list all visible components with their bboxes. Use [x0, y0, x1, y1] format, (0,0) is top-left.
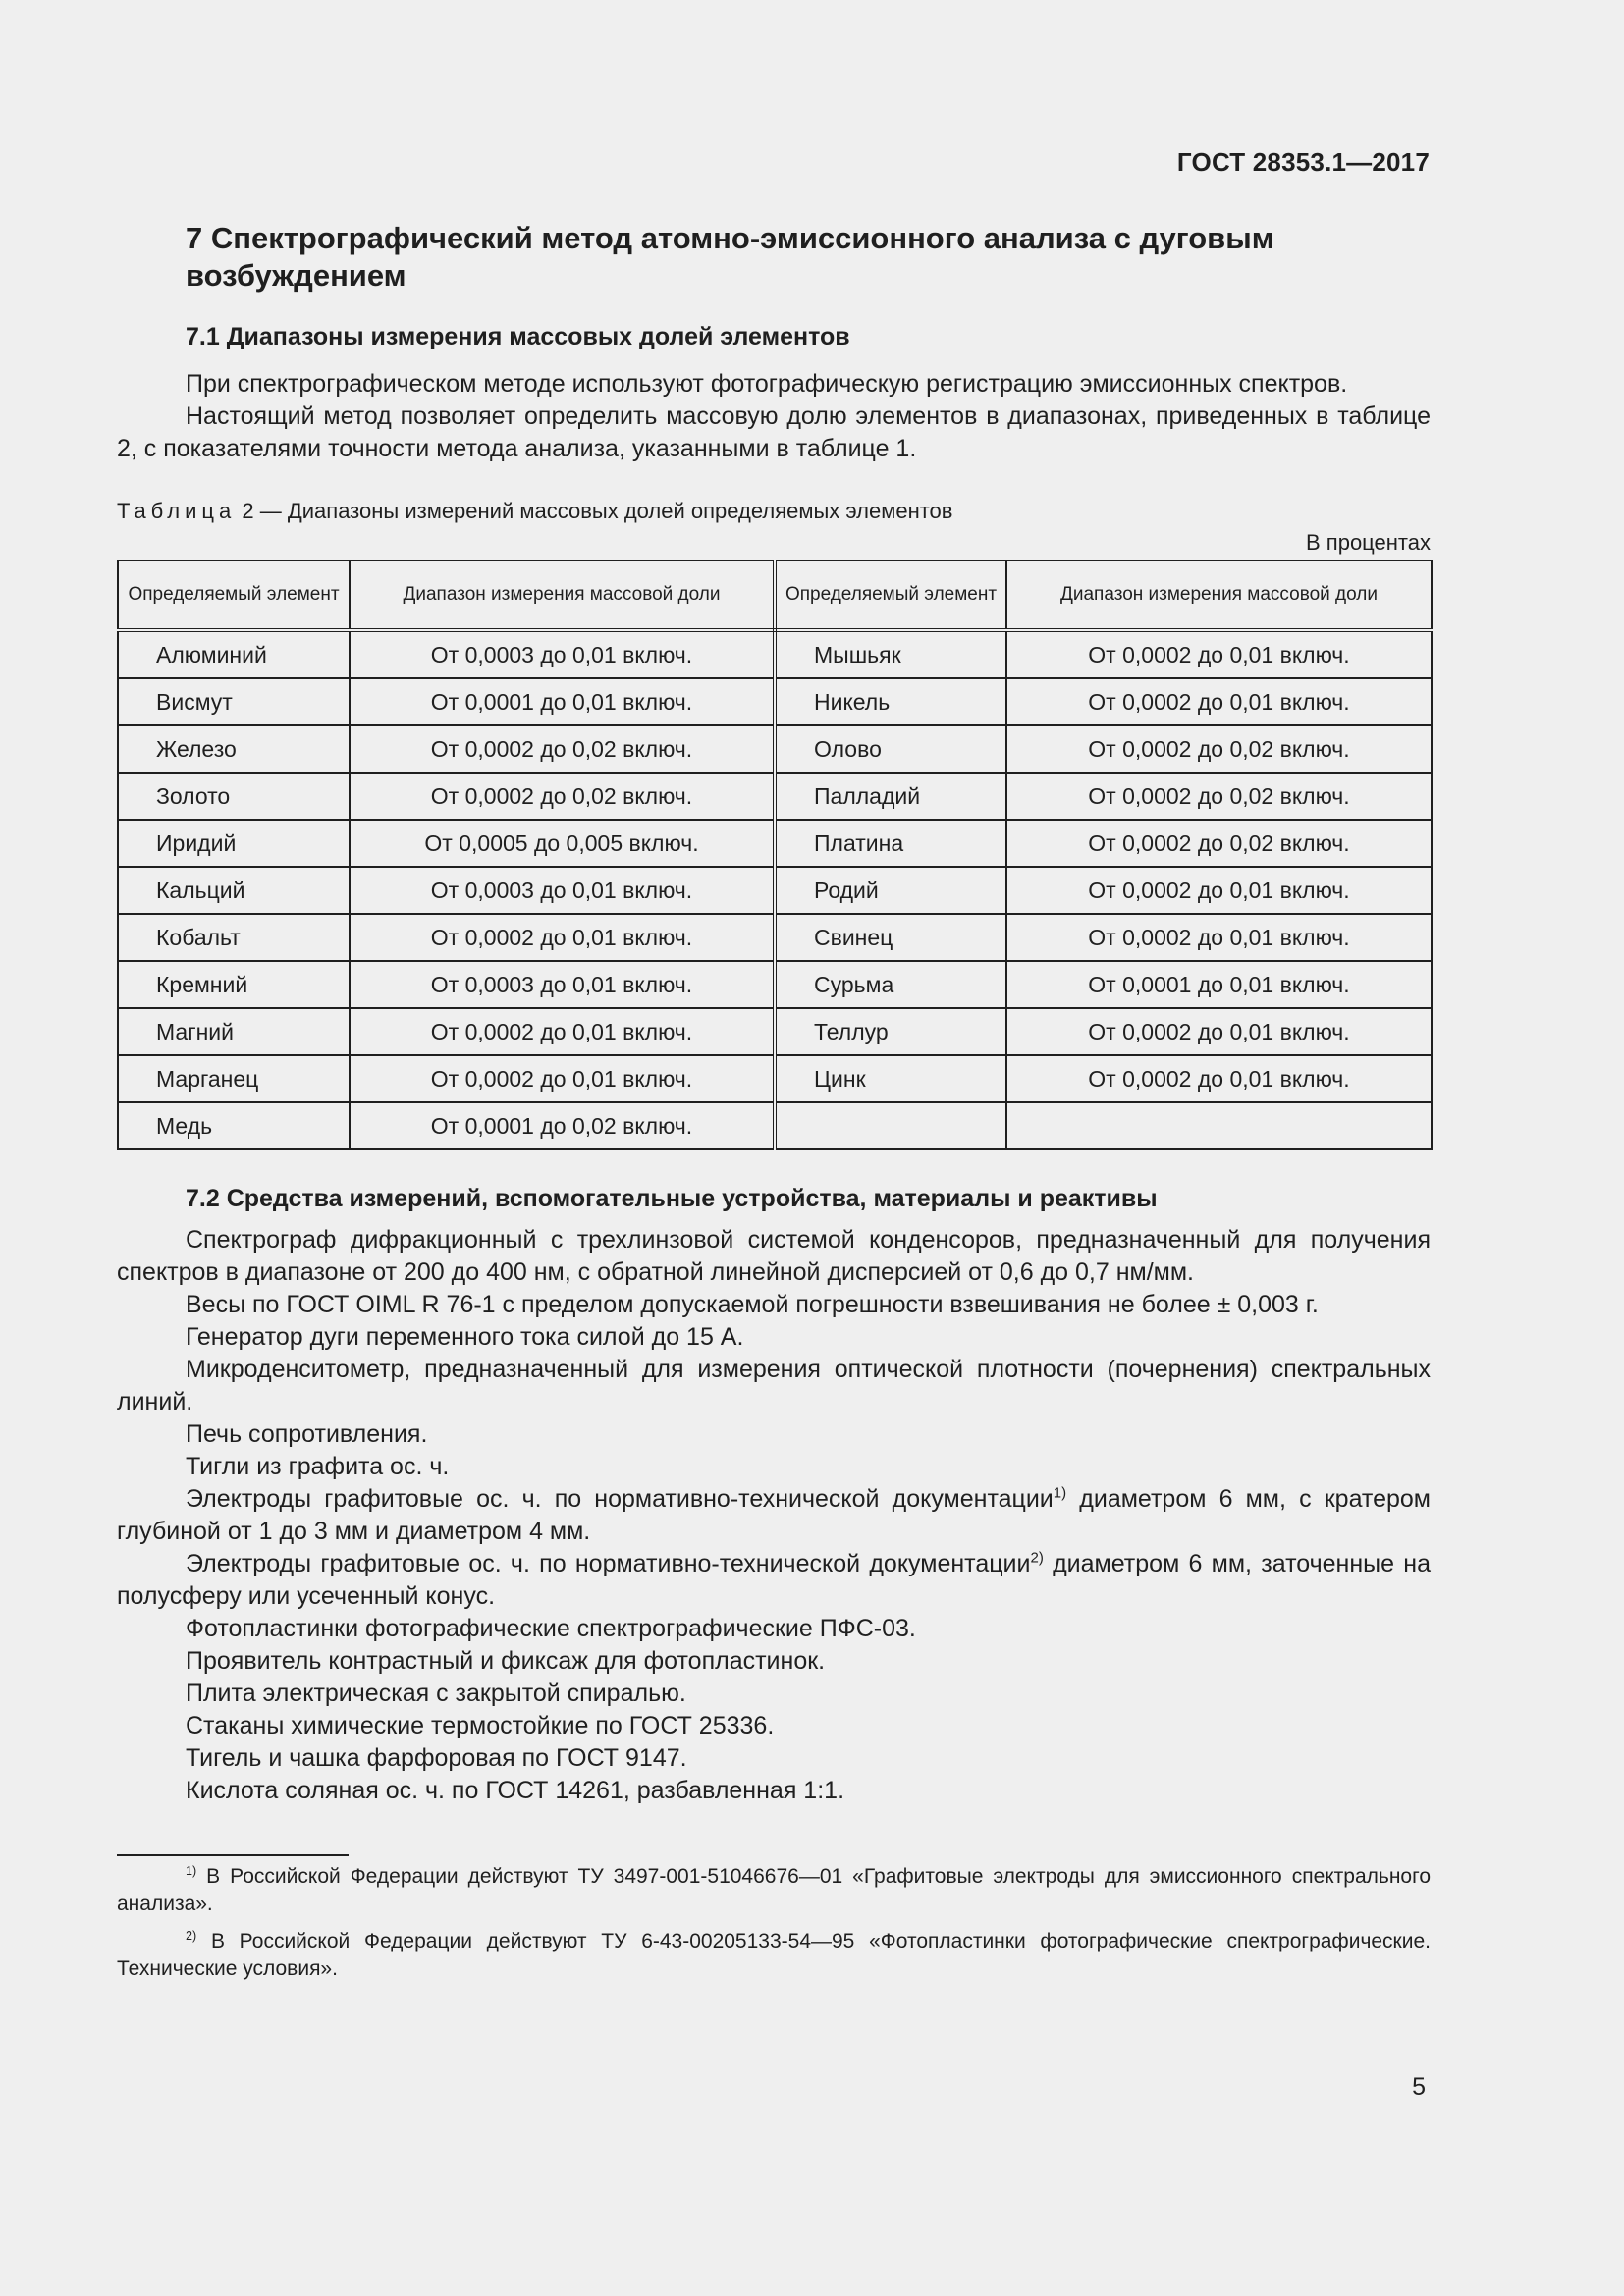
element-cell: Железо [118, 725, 350, 773]
range-cell: От 0,0002 до 0,01 включ. [1006, 1055, 1432, 1102]
range-cell: От 0,0002 до 0,01 включ. [350, 1055, 775, 1102]
subsection-7-1-title: 7.1 Диапазоны измерения массовых долей элементов [186, 323, 850, 350]
element-cell: Магний [118, 1008, 350, 1055]
table-row [118, 678, 1432, 725]
equipment-item [117, 1354, 1431, 1418]
header-range-right: Диапазон измерения массовой доли [1006, 561, 1432, 630]
equipment-item-text: Фотопластинки фотографические спектрографические ПФС-03. [186, 1615, 916, 1642]
element-cell: Иридий [118, 820, 350, 867]
table-row [118, 1055, 1432, 1102]
header-range-left: Диапазон измерения массовой доли [350, 561, 775, 630]
range-cell: От 0,0002 до 0,02 включ. [1006, 820, 1432, 867]
header-element-left: Определяемый элемент [118, 561, 350, 630]
equipment-item [117, 1742, 1431, 1775]
equipment-item [117, 1548, 1431, 1613]
element-cell: Медь [118, 1102, 350, 1149]
range-cell: От 0,0002 до 0,01 включ. [350, 914, 775, 961]
element-cell: Цинк [775, 1055, 1006, 1102]
element-cell: Мышьяк [775, 630, 1006, 678]
footnote-text: В Российской Федерации действуют ТУ 6-43-00205133-54—95 «Фотопластинки фотографические спектрографические. Технические условия». [117, 1930, 1431, 1980]
table-units: В процентах [1306, 530, 1431, 555]
table-row [118, 961, 1432, 1008]
range-cell: От 0,0001 до 0,01 включ. [1006, 961, 1432, 1008]
equipment-item-text: Печь сопротивления. [186, 1420, 428, 1448]
equipment-item-text: Стаканы химические термостойкие по ГОСТ 25336. [186, 1712, 775, 1739]
range-cell: От 0,0001 до 0,01 включ. [350, 678, 775, 725]
element-cell: Сурьма [775, 961, 1006, 1008]
element-ranges-table [117, 560, 1433, 1150]
element-cell: Платина [775, 820, 1006, 867]
footnote-divider [117, 1854, 349, 1856]
equipment-item [117, 1321, 1431, 1354]
subsection-7-2-title: 7.2 Средства измерений, вспомогательные устройства, материалы и реактивы [186, 1185, 1158, 1212]
equipment-item [117, 1645, 1431, 1678]
range-cell: От 0,0003 до 0,01 включ. [350, 961, 775, 1008]
footnote-mark: 2) [186, 1929, 197, 1943]
equipment-item [117, 1289, 1431, 1321]
equipment-item [117, 1710, 1431, 1742]
page-number: 5 [1412, 2073, 1426, 2101]
equipment-item [117, 1678, 1431, 1710]
equipment-item-text: Тигель и чашка фарфоровая по ГОСТ 9147. [186, 1744, 687, 1772]
footnote-reference: 2) [1030, 1549, 1044, 1567]
table-row [118, 914, 1432, 961]
footnote-reference: 1) [1053, 1484, 1067, 1502]
page-content [117, 220, 1431, 1983]
equipment-item-text: Проявитель контрастный и фиксаж для фотопластинок. [186, 1647, 826, 1675]
table-caption-label: Таблица [117, 499, 237, 523]
element-cell: Марганец [118, 1055, 350, 1102]
range-cell: От 0,0002 до 0,01 включ. [1006, 630, 1432, 678]
range-cell: От 0,0002 до 0,01 включ. [1006, 678, 1432, 725]
paragraph-registration: При спектрографическом методе используют фотографическую регистрацию эмиссионных спектров. [186, 370, 1348, 398]
table-header-row [118, 561, 1432, 630]
table-row [118, 1102, 1432, 1149]
element-cell: Палладий [775, 773, 1006, 820]
equipment-item-text: Спектрограф дифракционный с трехлинзовой системой конденсоров, предназначенный для получения спектров в диапазоне от 200 до 400 нм, с обратной линейной дисперсией от 0,6 до 0,7 нм/мм. [117, 1226, 1431, 1286]
range-cell: От 0,0002 до 0,02 включ. [1006, 725, 1432, 773]
table-body [118, 630, 1432, 1149]
range-cell: От 0,0002 до 0,02 включ. [350, 725, 775, 773]
element-cell: Кальций [118, 867, 350, 914]
range-cell: От 0,0001 до 0,02 включ. [350, 1102, 775, 1149]
header-element-right: Определяемый элемент [775, 561, 1006, 630]
equipment-item-text: Электроды графитовые ос. ч. по нормативно-технической документации [186, 1485, 1054, 1513]
table-caption [117, 498, 1431, 525]
range-cell: От 0,0002 до 0,02 включ. [350, 773, 775, 820]
equipment-item-text: Плита электрическая с закрытой спиралью. [186, 1680, 686, 1707]
equipment-item-text: Кислота соляная ос. ч. по ГОСТ 14261, разбавленная 1:1. [186, 1777, 845, 1804]
table-caption-text: 2 — Диапазоны измерений массовых долей определяемых элементов [242, 499, 953, 523]
footnote [117, 1928, 1431, 1983]
equipment-item [117, 1613, 1431, 1645]
footnote-mark: 1) [186, 1864, 197, 1878]
equipment-item-tail: диаметром 6 мм, заточенные на полусферу или усеченный конус. [117, 1550, 1431, 1610]
table-row [118, 1008, 1432, 1055]
equipment-item-text: Микроденситометр, предназначенный для измерения оптической плотности (почернения) спектральных линий. [117, 1356, 1431, 1415]
table-row [118, 773, 1432, 820]
table-row [118, 630, 1432, 678]
footnotes [117, 1863, 1431, 1983]
element-cell: Никель [775, 678, 1006, 725]
range-cell: От 0,0002 до 0,01 включ. [1006, 1008, 1432, 1055]
element-cell: Золото [118, 773, 350, 820]
paragraph-method-scope: Настоящий метод позволяет определить массовую долю элементов в диапазонах, приведенных в таблице 2, с показателями точности метода анализа, указанными в таблице 1. [117, 402, 1431, 462]
equipment-item [117, 1775, 1431, 1807]
element-cell: Алюминий [118, 630, 350, 678]
equipment-item-text: Тигли из графита ос. ч. [186, 1453, 450, 1480]
equipment-item-tail: диаметром 6 мм, с кратером глубиной от 1 до 3 мм и диаметром 4 мм. [117, 1485, 1431, 1545]
table-row [118, 820, 1432, 867]
range-cell: От 0,0002 до 0,01 включ. [1006, 914, 1432, 961]
table-row [118, 725, 1432, 773]
element-cell: Свинец [775, 914, 1006, 961]
equipment-item [117, 1483, 1431, 1548]
element-cell: Висмут [118, 678, 350, 725]
footnote-text: В Российской Федерации действуют ТУ 3497-001-51046676—01 «Графитовые электроды для эмиссионного спектрального анализа». [117, 1865, 1431, 1915]
range-cell: От 0,0002 до 0,01 включ. [1006, 867, 1432, 914]
equipment-item-text: Весы по ГОСТ OIML R 76-1 с пределом допускаемой погрешности взвешивания не более ± 0,003 г. [186, 1291, 1319, 1318]
range-cell: От 0,0005 до 0,005 включ. [350, 820, 775, 867]
equipment-item-text: Электроды графитовые ос. ч. по нормативно-технической документации [186, 1550, 1031, 1577]
equipment-item-text: Генератор дуги переменного тока силой до 15 А. [186, 1323, 744, 1351]
range-cell: От 0,0003 до 0,01 включ. [350, 630, 775, 678]
element-cell: Родий [775, 867, 1006, 914]
range-cell: От 0,0003 до 0,01 включ. [350, 867, 775, 914]
element-cell [775, 1102, 1006, 1149]
equipment-item [117, 1224, 1431, 1289]
range-cell: От 0,0002 до 0,01 включ. [350, 1008, 775, 1055]
equipment-item [117, 1451, 1431, 1483]
range-cell: От 0,0002 до 0,02 включ. [1006, 773, 1432, 820]
range-cell [1006, 1102, 1432, 1149]
table-row [118, 867, 1432, 914]
element-cell: Кремний [118, 961, 350, 1008]
element-cell: Олово [775, 725, 1006, 773]
document-code: ГОСТ 28353.1—2017 [1176, 147, 1430, 177]
footnote [117, 1863, 1431, 1918]
element-cell: Теллур [775, 1008, 1006, 1055]
section-7-title: 7 Спектрографический метод атомно-эмиссионного анализа с дуговым возбуждением [186, 221, 1274, 293]
equipment-list [117, 1224, 1431, 1807]
element-cell: Кобальт [118, 914, 350, 961]
equipment-item [117, 1418, 1431, 1451]
